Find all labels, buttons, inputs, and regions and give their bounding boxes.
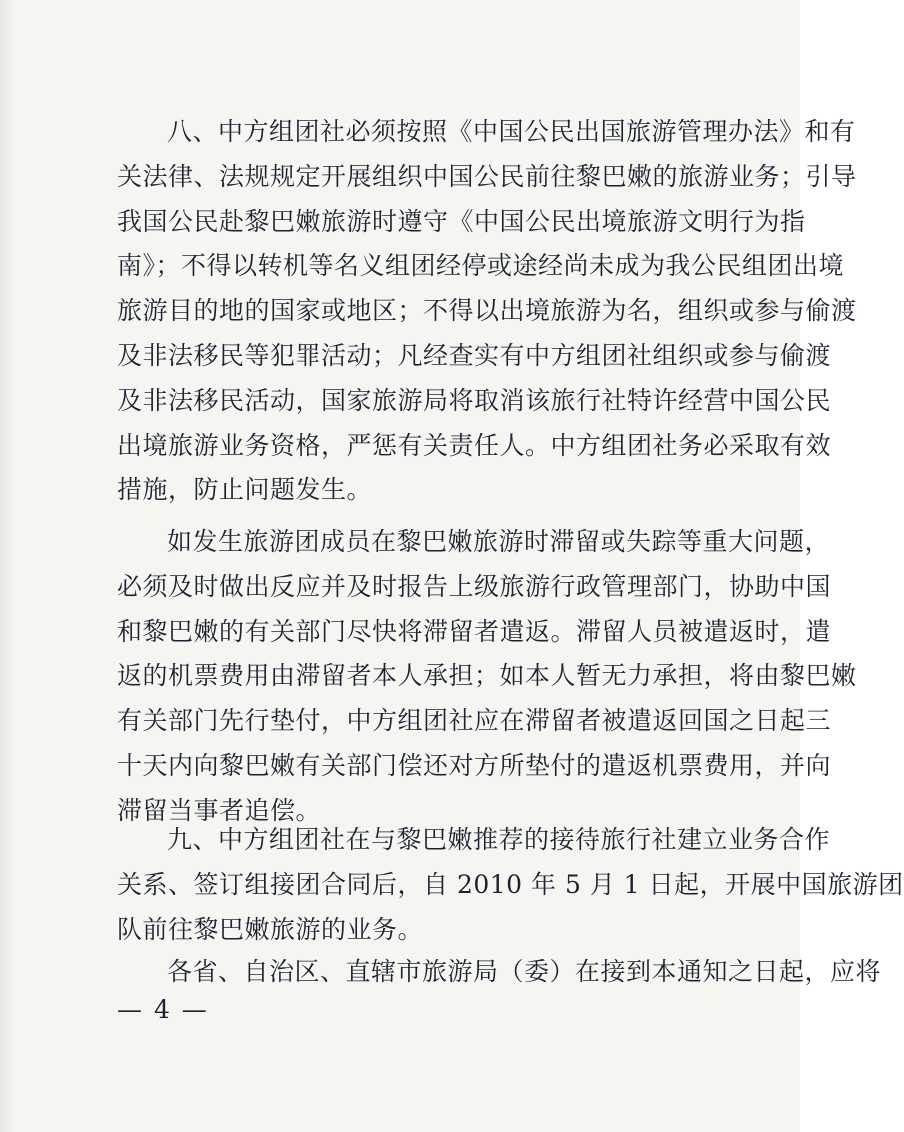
text-line: 队前往黎巴嫩旅游的业务。: [117, 914, 424, 944]
text-line: 返的机票费用由滞留者本人承担；如本人暂无力承担，将由黎巴嫩: [117, 661, 857, 691]
text-line: 关系、签订组接团合同后，自 2010 年 5 月 1 日起，开展中国旅游团: [117, 869, 904, 899]
text-line: 和黎巴嫩的有关部门尽快将滞留者遣返。滞留人员被遣返时，遣: [117, 616, 832, 646]
text-line: 各省、自治区、直辖市旅游局（委）在接到本通知之日起，应将: [167, 957, 882, 986]
text-line: 出境旅游业务资格，严惩有关责任人。中方组团社务必采取有效: [117, 430, 832, 460]
text-line: 旅游目的地的国家或地区；不得以出境旅游为名，组织或参与偷渡: [117, 296, 857, 326]
paragraph-section-9: [0, 818, 904, 952]
page-number: — 4 —: [117, 995, 209, 1024]
paragraph-provincial-bureaus: [0, 950, 882, 995]
text-line: 有关部门先行垫付，中方组团社应在滞留者被遣返回国之日起三: [117, 706, 832, 736]
text-line: 南》；不得以转机等名义组团经停或途经尚未成为我公民组团出境: [117, 251, 845, 281]
text-line: 及非法移民等犯罪活动；凡经查实有中方组团社组织或参与偷渡: [117, 340, 832, 370]
paragraph-stranding-handling: [0, 520, 857, 834]
text-line: 措施，防止问题发生。: [117, 475, 373, 505]
text-line: 关法律、法规规定开展组织中国公民前往黎巴嫩的旅游业务；引导: [117, 161, 857, 191]
text-line: 九、中方组团社在与黎巴嫩推荐的接待旅行社建立业务合作: [167, 825, 831, 854]
paragraph-section-8: [0, 110, 857, 513]
text-line: 如发生旅游团成员在黎巴嫩旅游时滞留或失踪等重大问题，: [167, 527, 831, 556]
text-line: 滞留当事者追偿。: [117, 795, 322, 825]
text-line: 必须及时做出反应并及时报告上级旅游行政管理部门，协助中国: [117, 571, 832, 601]
text-line: 十天内向黎巴嫩有关部门偿还对方所垫付的遣返机票费用，并向: [117, 750, 832, 780]
text-line: 及非法移民活动，国家旅游局将取消该旅行社特许经营中国公民: [117, 385, 832, 415]
text-line: 我国公民赴黎巴嫩旅游时遵守《中国公民出境旅游文明行为指: [117, 206, 806, 236]
text-line: 八、中方组团社必须按照《中国公民出国旅游管理办法》和有: [167, 117, 856, 146]
